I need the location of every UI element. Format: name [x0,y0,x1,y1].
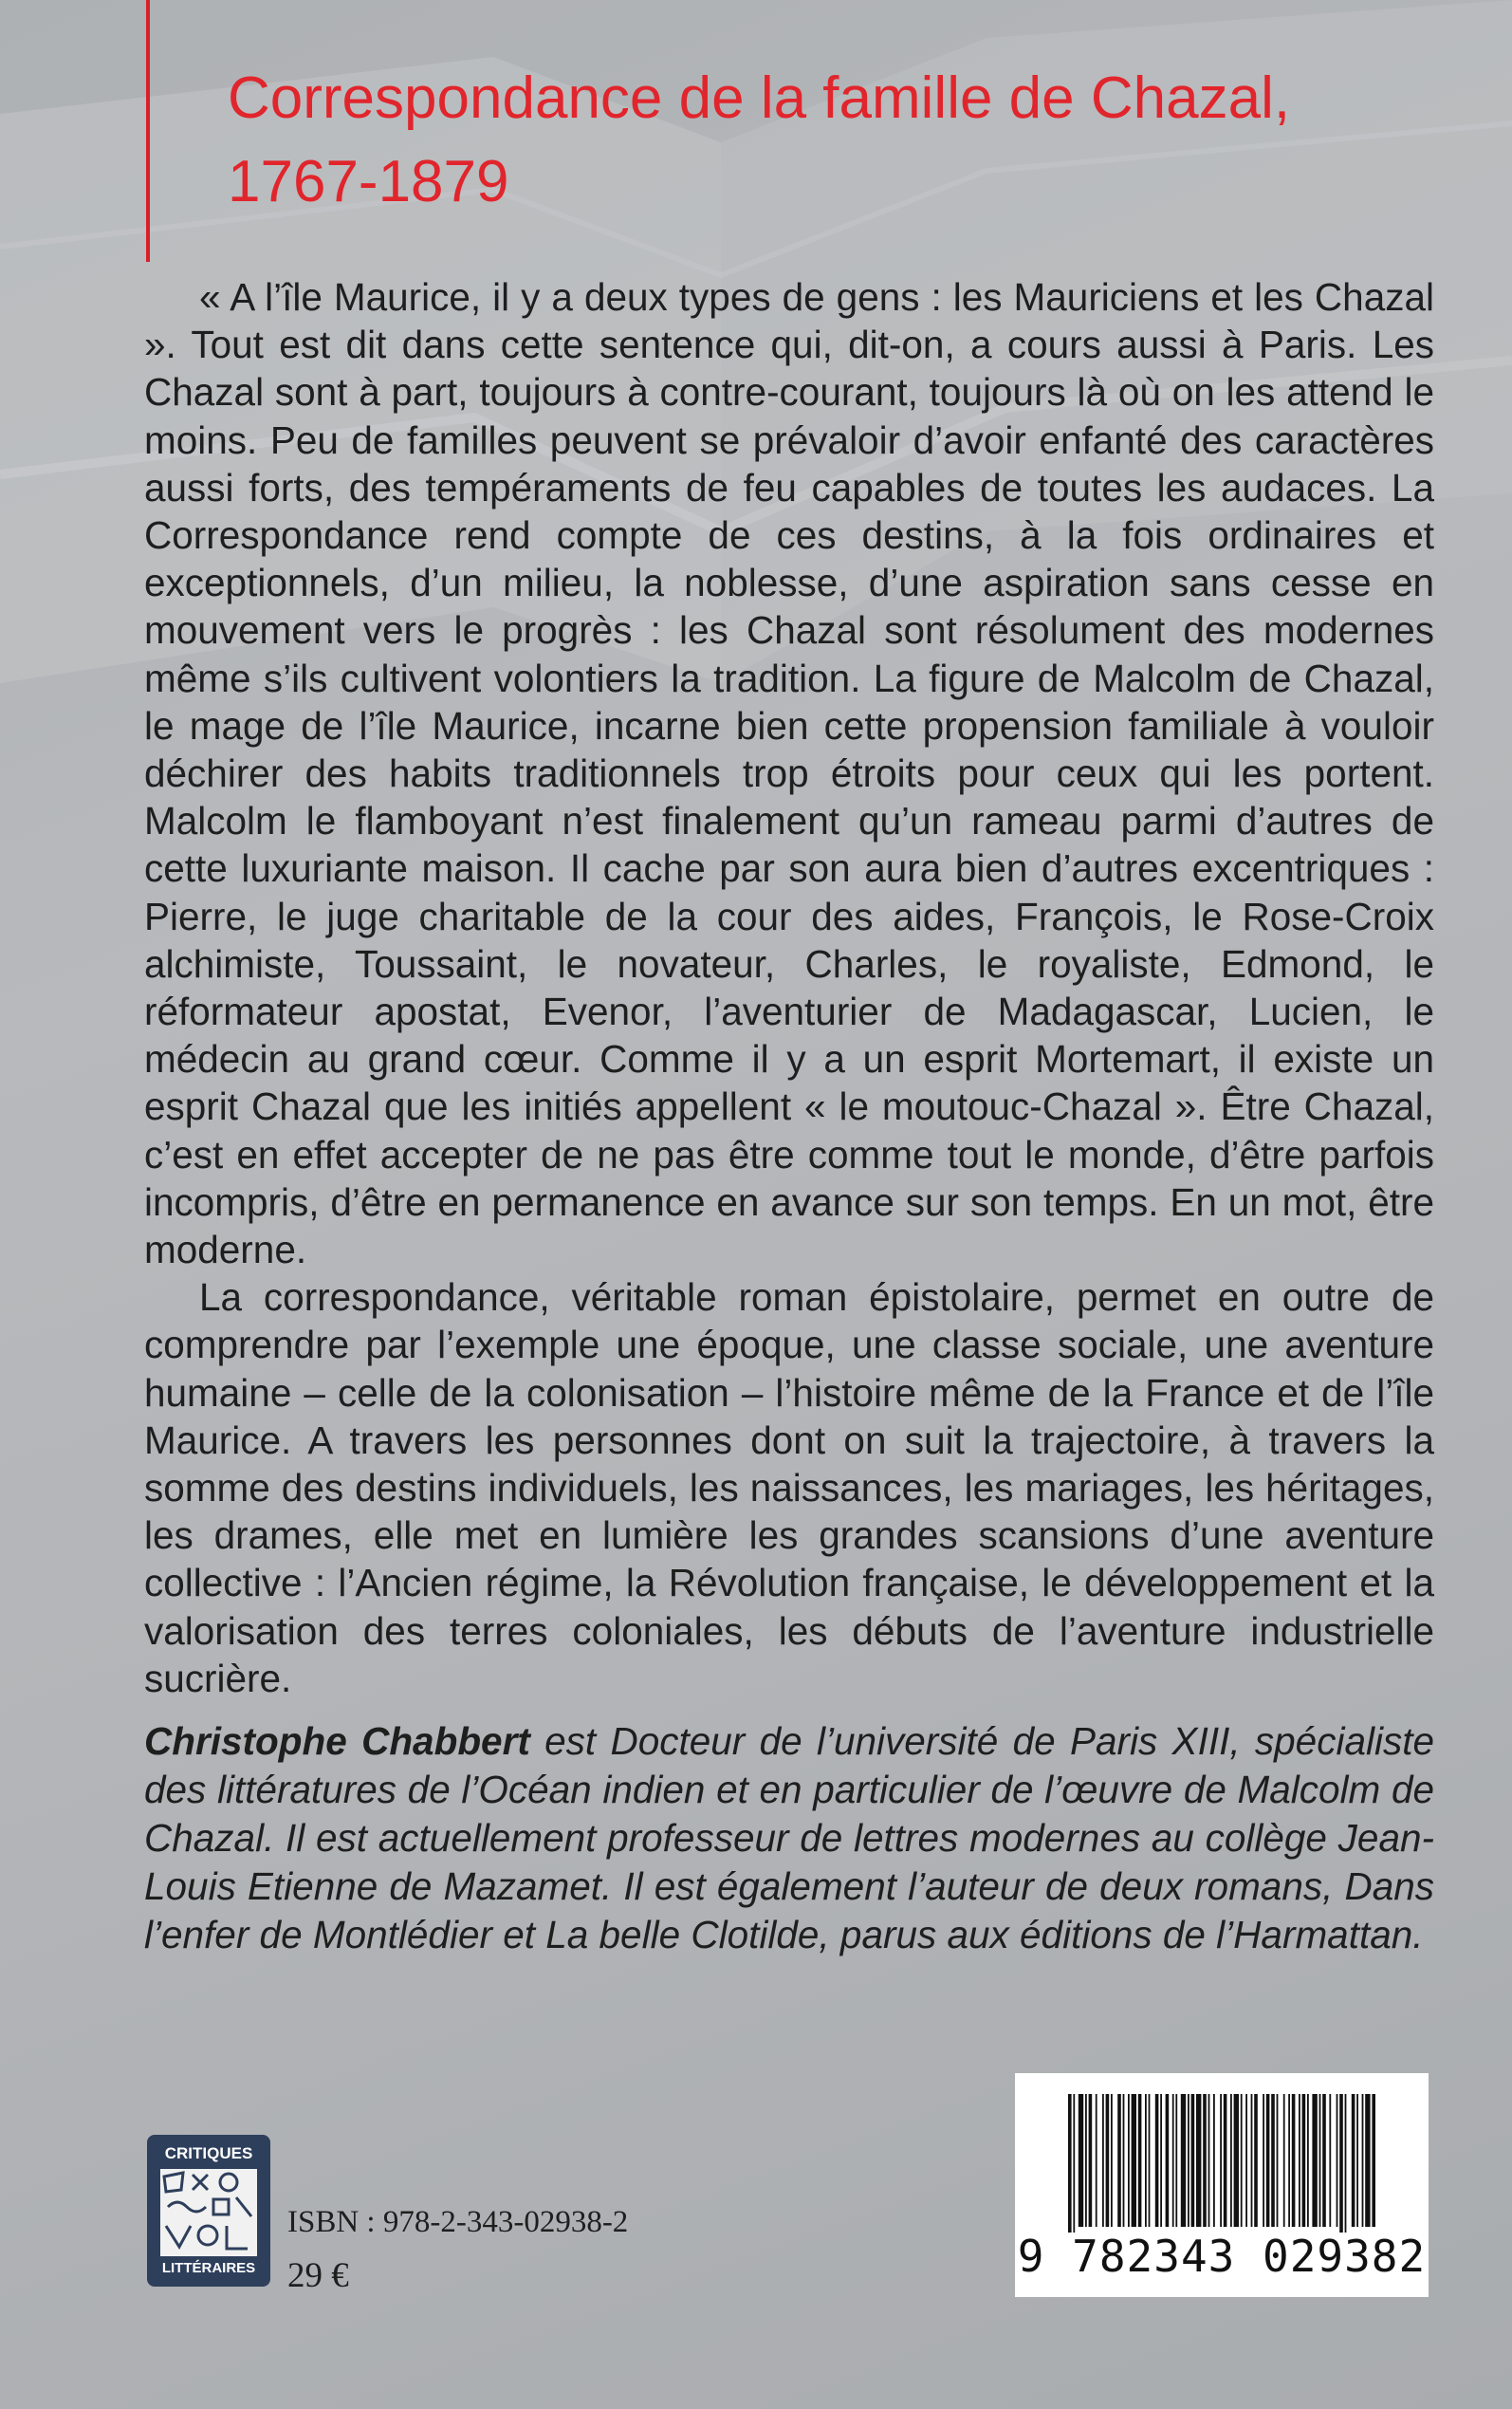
barcode-bar [1372,2094,1375,2227]
barcode-bar [1230,2094,1232,2227]
isbn: ISBN : 978-2-343-02938-2 [287,2205,629,2239]
barcode-bar [1073,2094,1075,2233]
barcode-bar [1181,2094,1186,2227]
barcode-bar [1283,2094,1285,2227]
barcode-bar [1089,2094,1093,2227]
accent-bar [146,0,150,262]
series-logo [147,2135,270,2287]
barcode-bar [1220,2094,1222,2227]
barcode-bar [1123,2094,1125,2227]
barcode-bar [1128,2094,1130,2227]
barcode-bar [1251,2094,1253,2227]
barcode-bar [1337,2094,1338,2227]
summary-paragraph-1: « A l’île Maurice, il y a deux types de gens : les Mauriciens et les Chazal ». Tout est dit dans cette sentence qui, dit-on, a cours aussi à Paris. Les Chazal sont à part, toujours à contre-courant, toujours là où on les attend le moins. Peu de familles peuvent se prévaloir d’avoir enfanté des caractères aussi forts, des tempéraments de feu capables de toutes les audaces. La Correspondance rend compte de ces destins, à la fois ordinaires et exceptionnels, d’un milieu, la noblesse, d’une aspiration sans cesse en mouvement vers le progrès : les Chazal sont résolument des modernes même s’ils cultivent volontiers la tradition. La figure de Malcolm de Chazal, le mage de l’île Maurice, incarne bien cette propension familiale à vouloir déchirer des habits traditionnels trop étroits pour ceux qui les portent. Malcolm le flamboyant n’est finalement qu’un rameau parmi d’autres de cette luxuriante maison. Il cache par son aura bien d’autres excentriques : Pierre, le juge charitable de la cour des aides, François, le Rose-Croix alchimiste, Toussaint, le novateur, Charles, le royaliste, Edmond, le réformateur apostat, Evenor, l’aventurier de Madagascar, Lucien, le médecin au grand cœur. Comme il y a un esprit Mortemart, il existe un esprit Chazal que les initiés appellent « le moutouc-Chazal ». Être Chazal, c’est en effet accepter de ne pas être comme tout le monde, d’être parfois incompris, d’être en permanence en avance sur son temps. En un mot, être moderne. [144,275,1434,1272]
author-name: Christophe Chabbert [144,1719,530,1763]
barcode-bar [1203,2094,1207,2227]
series-logo-bottom-label: LITTÉRAIRES [161,2260,256,2276]
barcode-bar [1132,2094,1136,2227]
barcode-bar [1345,2094,1347,2233]
barcode-bar [1241,2094,1243,2227]
barcode-bar [1196,2094,1201,2227]
barcode-bar [1138,2094,1142,2227]
barcode-bar [1160,2094,1162,2227]
letters-collage-icon [160,2169,257,2256]
barcode-bar [1208,2094,1210,2227]
barcode-bar [1299,2094,1300,2227]
barcode-bar [1145,2094,1147,2227]
barcode-bar [1356,2094,1358,2227]
author-bio [144,1717,1434,1959]
barcode-digits: 9 782343 029382 [1017,2231,1427,2282]
barcode-bar [1288,2094,1290,2227]
series-logo-top-label: CRITIQUES [164,2144,253,2162]
barcode-bar [1096,2094,1097,2227]
title-line-1: Correspondance de la famille de Chazal, [228,65,1291,131]
barcode-bar [1312,2094,1317,2227]
barcode-bar [1329,2094,1331,2227]
barcode-bar [1068,2094,1072,2233]
barcode-bar [1172,2094,1174,2227]
barcode-bar [1352,2094,1355,2227]
barcode-bar [1322,2094,1326,2227]
barcode-bar [1175,2094,1177,2227]
barcode-bar [1234,2094,1239,2227]
barcode-bar [1085,2094,1087,2227]
barcode-bar [1339,2094,1343,2233]
barcode-bar [1188,2094,1189,2227]
title-line-2: 1767-1879 [228,149,509,214]
barcode-bar [1277,2094,1279,2227]
barcode-bar [1362,2094,1364,2227]
barcode-bar [1302,2094,1306,2227]
barcode-bar [1254,2094,1258,2227]
book-title [228,57,1461,224]
author-bio-text: est Docteur de l’université de Paris XIII, spécialiste des littératures de l’Océan indien et en particulier de l’œuvre de Malcolm de Chazal. Il est actuellement professeur de lettres modernes au collège Jean-Louis Etienne de Mazamet. Il est également l’auteur de deux romans, Dans l’enfer de Montlédier et La belle Clotilde, parus aux éditions de l’Harmattan. [144,1719,1434,1956]
barcode-bar [1245,2094,1247,2227]
barcode-bar [1102,2094,1104,2227]
barcode-bar [1079,2094,1083,2227]
barcode-bar [1106,2094,1110,2227]
barcode-bar [1263,2094,1264,2227]
barcode-bar [1111,2094,1113,2227]
summary-text [144,273,1434,1702]
barcode-bar [1224,2094,1227,2227]
barcode-bar [1271,2094,1275,2227]
barcode-bar [1365,2094,1370,2227]
barcode-bar [1166,2094,1170,2227]
barcode-bar [1307,2094,1309,2227]
barcode-bar [1191,2094,1195,2227]
barcode [1015,2073,1429,2297]
barcode-bar [1149,2094,1151,2227]
barcode-bars [1068,2094,1375,2233]
barcode-bar [1292,2094,1296,2227]
barcode-bar [1266,2094,1270,2227]
price: 29 € [287,2256,349,2295]
barcode-bar [1319,2094,1321,2227]
barcode-bar [1117,2094,1121,2227]
barcode-bar [1213,2094,1215,2227]
summary-paragraph-2: La correspondance, véritable roman épistolaire, permet en outre de comprendre par l’exemple une époque, une classe sociale, une aventure humaine – celle de la colonisation – l’histoire même de la France et de l’île Maurice. A travers les personnes dont on suit la trajectoire, à travers la somme des destins individuels, les naissances, les mariages, les héritages, les drames, elle met en lumière les grandes scansions d’une aventure collective : l’Ancien régime, la Révolution française, le développement et la valorisation des terres coloniales, les débuts de l’aventure industrielle sucrière. [144,1275,1434,1700]
barcode-bar [1155,2094,1159,2227]
